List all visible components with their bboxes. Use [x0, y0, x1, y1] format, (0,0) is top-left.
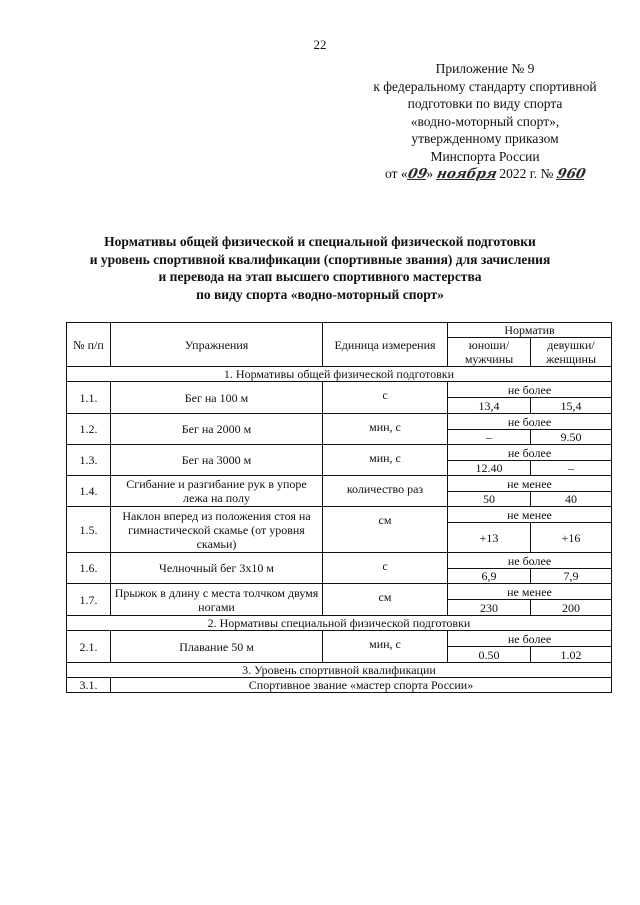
header-norm: Норматив [448, 323, 612, 338]
appendix-date-line [340, 165, 630, 184]
title-line: по виду спорта «водно-моторный спорт» [196, 286, 444, 302]
row-female-value: +16 [531, 523, 612, 553]
table-row [67, 507, 612, 523]
row-female-value: 9.50 [531, 430, 612, 445]
section-title: 1. Нормативы общей физической подготовки [67, 367, 612, 382]
row-number: 1.5. [67, 507, 111, 553]
row-exercise: Бег на 100 м [111, 382, 323, 414]
header-number: № п/п [67, 323, 111, 367]
row-unit: с [323, 553, 448, 584]
table-row [67, 382, 612, 398]
row-exercise: Прыжок в длину с места толчком двумя ногами [111, 584, 323, 616]
date-prefix: от « [384, 166, 408, 181]
row-female-value: 40 [531, 492, 612, 507]
row-male-value: – [448, 430, 531, 445]
row-exercise: Бег на 3000 м [111, 445, 323, 476]
table-row [67, 678, 612, 693]
handwritten-order-number: 960 [555, 166, 587, 182]
row-female-value: 15,4 [531, 398, 612, 414]
handwritten-day: 09 [406, 166, 429, 182]
row-male-value: 230 [448, 600, 531, 616]
table-row [67, 476, 612, 492]
row-norm-condition: не более [448, 414, 612, 430]
header-exercise: Упражнения [111, 323, 323, 367]
table-row [67, 631, 612, 647]
appendix-line: «водно-моторный спорт», [410, 113, 560, 129]
row-exercise: Сгибание и разгибание рук в упоре лежа на полу [111, 476, 323, 507]
section-row [67, 367, 612, 382]
appendix-line: к федеральному стандарту спортивной [373, 78, 597, 94]
row-male-value: 12.40 [448, 461, 531, 476]
row-male-value: 13,4 [448, 398, 531, 414]
row-female-value: – [531, 461, 612, 476]
table-row [67, 445, 612, 461]
row-norm-condition: не более [448, 553, 612, 569]
appendix-line: подготовки по виду спорта [407, 96, 563, 111]
row-norm-condition: не менее [448, 507, 612, 523]
header-unit: Единица измерения [323, 323, 448, 367]
row-unit: с [323, 382, 448, 414]
row-exercise: Плавание 50 м [111, 631, 323, 663]
title-line: Нормативы общей физической и специальной физической подготовки [104, 234, 536, 249]
section-title: 2. Нормативы специальной физической подготовки [67, 616, 612, 631]
table-row [67, 584, 612, 600]
row-male-value: 50 [448, 492, 531, 507]
row-male-value: 0.50 [448, 647, 531, 663]
row-norm-condition: не более [448, 445, 612, 461]
row-exercise: Челночный бег 3х10 м [111, 553, 323, 584]
row-number: 1.6. [67, 553, 111, 584]
norms-table-body [67, 367, 612, 693]
row-female-value: 200 [531, 600, 612, 616]
table-row [67, 553, 612, 569]
row-number: 2.1. [67, 631, 111, 663]
row-unit: количество раз [323, 476, 448, 507]
row-number: 1.2. [67, 414, 111, 445]
row-unit: мин, с [323, 445, 448, 476]
appendix-line: Минспорта России [430, 148, 540, 164]
row-number: 3.1. [67, 678, 111, 693]
row-number: 1.3. [67, 445, 111, 476]
appendix-line: утвержденному приказом [411, 131, 559, 146]
row-norm-condition: не менее [448, 476, 612, 492]
table-row [67, 414, 612, 430]
date-mid: » [426, 166, 434, 181]
page-number: 22 [313, 37, 327, 52]
row-norm-condition: не более [448, 382, 612, 398]
row-qualification: Спортивное звание «мастер спорта России» [111, 678, 612, 693]
row-male-value: +13 [448, 523, 531, 553]
date-year-text: 2022 г. № [499, 166, 554, 181]
row-exercise: Наклон вперед из положения стоя на гимнастической скамье (от уровня скамьи) [111, 507, 323, 553]
title-line: и перевода на этап высшего спортивного мастерства [158, 269, 482, 284]
header-female: девушки/ женщины [531, 338, 612, 367]
row-unit: мин, с [323, 631, 448, 663]
row-unit: мин, с [323, 414, 448, 445]
row-number: 1.4. [67, 476, 111, 507]
header-male: юноши/ мужчины [448, 338, 531, 367]
row-norm-condition: не более [448, 631, 612, 647]
section-row [67, 616, 612, 631]
norms-table [66, 322, 612, 693]
row-unit: см [323, 507, 448, 553]
row-female-value: 7,9 [531, 569, 612, 584]
document-title [40, 233, 600, 303]
handwritten-month: ноября [434, 166, 498, 182]
row-norm-condition: не менее [448, 584, 612, 600]
row-unit: см [323, 584, 448, 616]
appendix-block [340, 60, 630, 184]
section-title: 3. Уровень спортивной квалификации [67, 663, 612, 678]
row-male-value: 6,9 [448, 569, 531, 584]
title-line: и уровень спортивной квалификации (спортивные звания) для зачисления [89, 251, 551, 267]
row-female-value: 1.02 [531, 647, 612, 663]
row-number: 1.7. [67, 584, 111, 616]
section-row [67, 663, 612, 678]
row-exercise: Бег на 2000 м [111, 414, 323, 445]
appendix-line: Приложение № 9 [435, 61, 535, 76]
row-number: 1.1. [67, 382, 111, 414]
